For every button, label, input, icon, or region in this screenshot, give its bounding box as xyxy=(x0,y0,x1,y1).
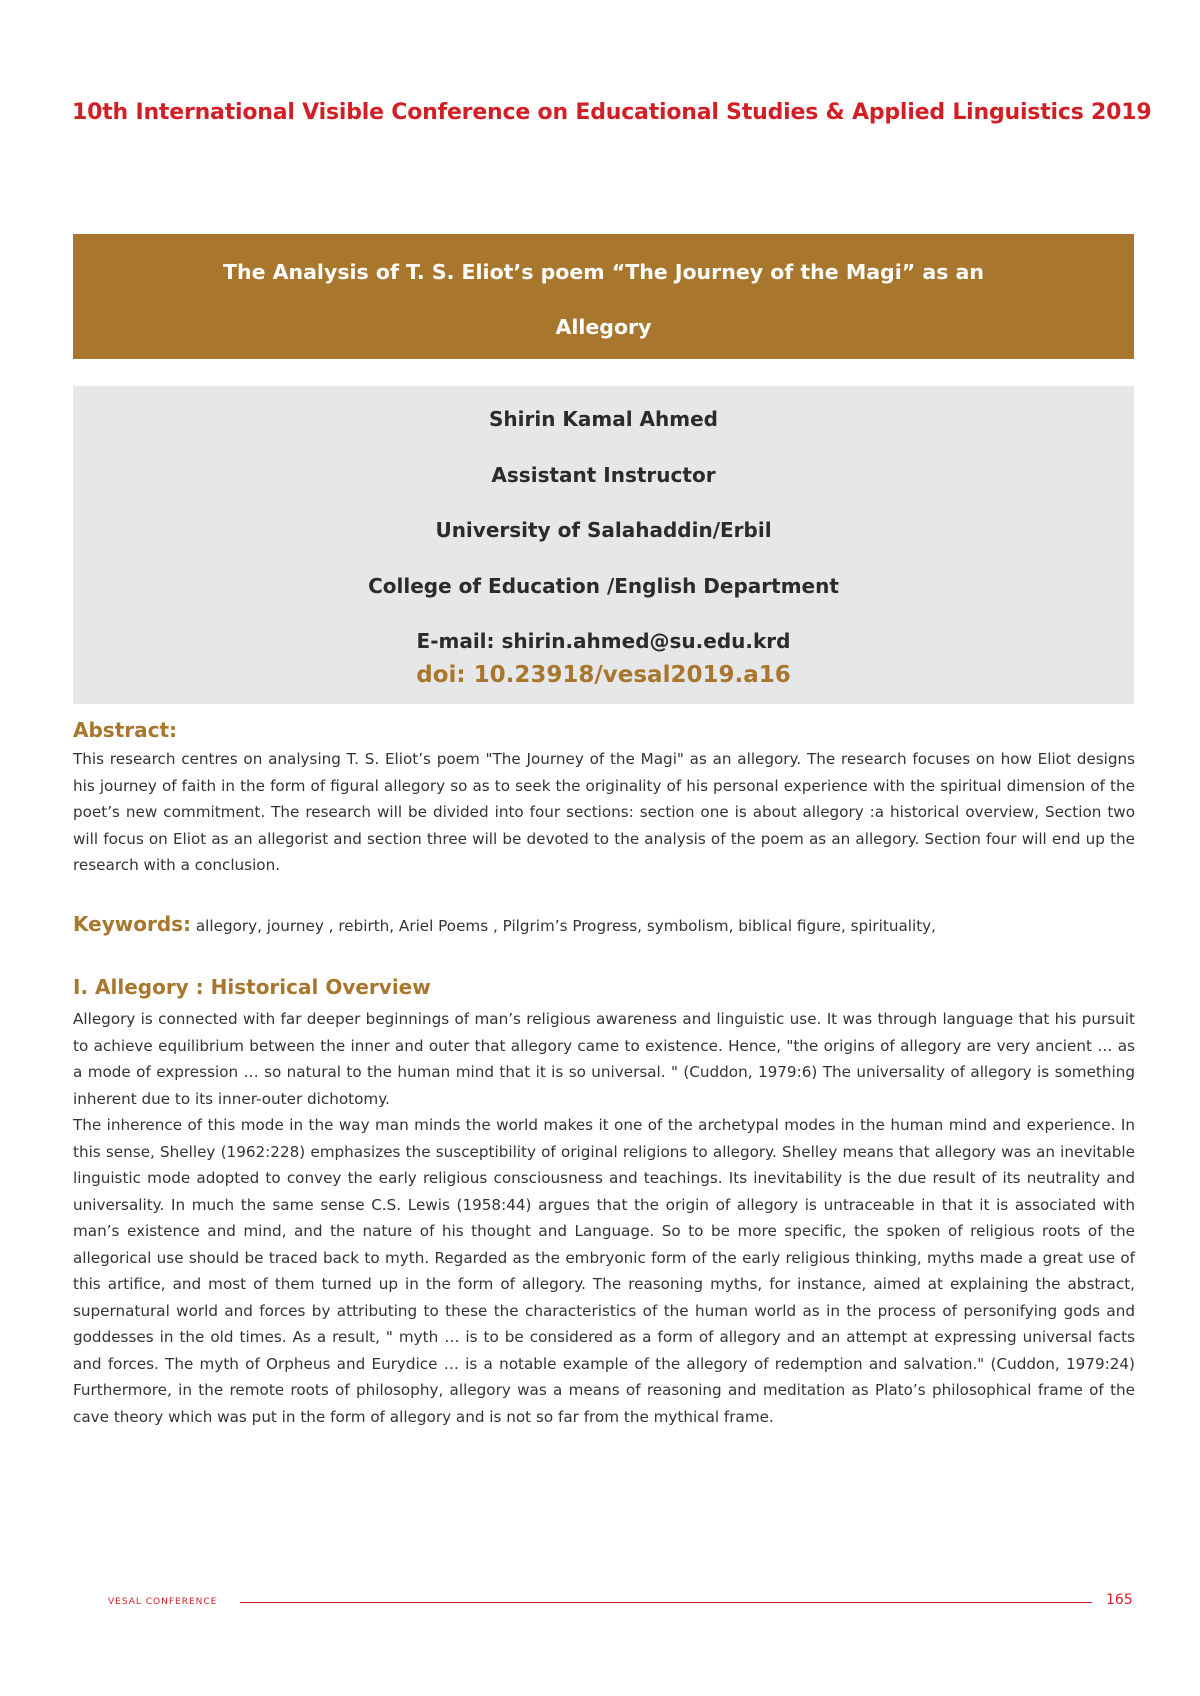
conference-title: 10th International Visible Conference on Educational Studies & Applied Linguistics 2019 xyxy=(72,100,1152,125)
section-paragraph-1: Allegory is connected with far deeper beginnings of man’s religious awareness and linguistic use. It was through language that his pursuit to achieve equilibrium between the inner and outer that allegory came to existence. Hence, "the origins of allegory are very ancient … as a mode of expression … so natural to the human mind that it is so universal. " (Cuddon, 1979:6) The universality of allegory is something inherent due to its inner-outer dichotomy. xyxy=(73,1010,1135,1108)
section-heading-historical-overview: I. Allegory : Historical Overview xyxy=(73,975,431,999)
paper-title-banner xyxy=(73,234,1134,359)
author-email: E-mail: shirin.ahmed@su.edu.krd xyxy=(416,629,791,653)
keywords-row xyxy=(73,912,936,936)
abstract-text: This research centres on analysing T. S. Eliot’s poem "The Journey of the Magi" as an allegory. The research focuses on how Eliot designs his journey of faith in the form of figural allegory so as to seek the originality of his personal experience with the spiritual dimension of the poet’s new commitment. The research will be divided into four sections: section one is about allegory :a historical overview, Section two will focus on Eliot as an allegorist and section three will be devoted to the analysis of the poem as an allegory. Section four will end up the research with a conclusion. xyxy=(73,750,1135,874)
footer-divider xyxy=(240,1602,1092,1603)
footer-conference-label: VESAL CONFERENCE xyxy=(108,1597,218,1607)
author-name: Shirin Kamal Ahmed xyxy=(488,407,718,431)
doi-label: doi: 10.23918/vesal2019.a16 xyxy=(416,661,791,688)
abstract-heading: Abstract: xyxy=(73,718,178,742)
page-number: 165 xyxy=(1106,1592,1133,1608)
author-college: College of Education /English Department xyxy=(368,573,839,598)
author-university: University of Salahaddin/Erbil xyxy=(435,518,772,542)
section-body-historical-overview xyxy=(73,1006,1135,1430)
paper-title-line-1: The Analysis of T. S. Eliot’s poem “The Journey of the Magi” as an xyxy=(223,260,984,284)
author-info-box xyxy=(73,386,1134,704)
keywords-list: allegory, journey , rebirth, Ariel Poems , Pilgrim’s Progress, symbolism, biblical figure, spirituality, xyxy=(195,917,936,935)
paper-title-line-2: Allegory xyxy=(555,315,652,339)
author-position: Assistant Instructor xyxy=(491,462,716,487)
keywords-label: Keywords: xyxy=(73,912,192,936)
section-paragraph-2: The inherence of this mode in the way man minds the world makes it one of the archetypal modes in the human mind and experience. In this sense, Shelley (1962:228) emphasizes the susceptibility of original religions to allegory. Shelley means that allegory was an inevitable linguistic mode adopted to convey the early religious consciousness and teachings. Its inevitability is the due result of its neutrality and universality. In much the same sense C.S. Lewis (1958:44) argues that the origin of allegory is untraceable in that it is associated with man’s existence and mind, and the nature of his thought and Language. So to be more specific, the spoken of religious roots of the allegorical use should be traced back to myth. Regarded as the embryonic form of the early religious thinking, myths made a great use of this artifice, and most of them turned up in the form of allegory. The reasoning myths, for instance, aimed at explaining the abstract, supernatural world and forces by attributing to these the characteristics of the human world as in the process of personifying gods and goddesses in the old times. As a result, " myth … is to be considered as a form of allegory and an attempt at expressing universal facts and forces. The myth of Orpheus and Eurydice … is a notable example of the allegory of redemption and salvation." (Cuddon, 1979:24) Furthermore, in the remote roots of philosophy, allegory was a means of reasoning and meditation as Plato’s philosophical frame of the cave theory which was put in the form of allegory and is not so far from the mythical frame. xyxy=(73,1116,1135,1426)
